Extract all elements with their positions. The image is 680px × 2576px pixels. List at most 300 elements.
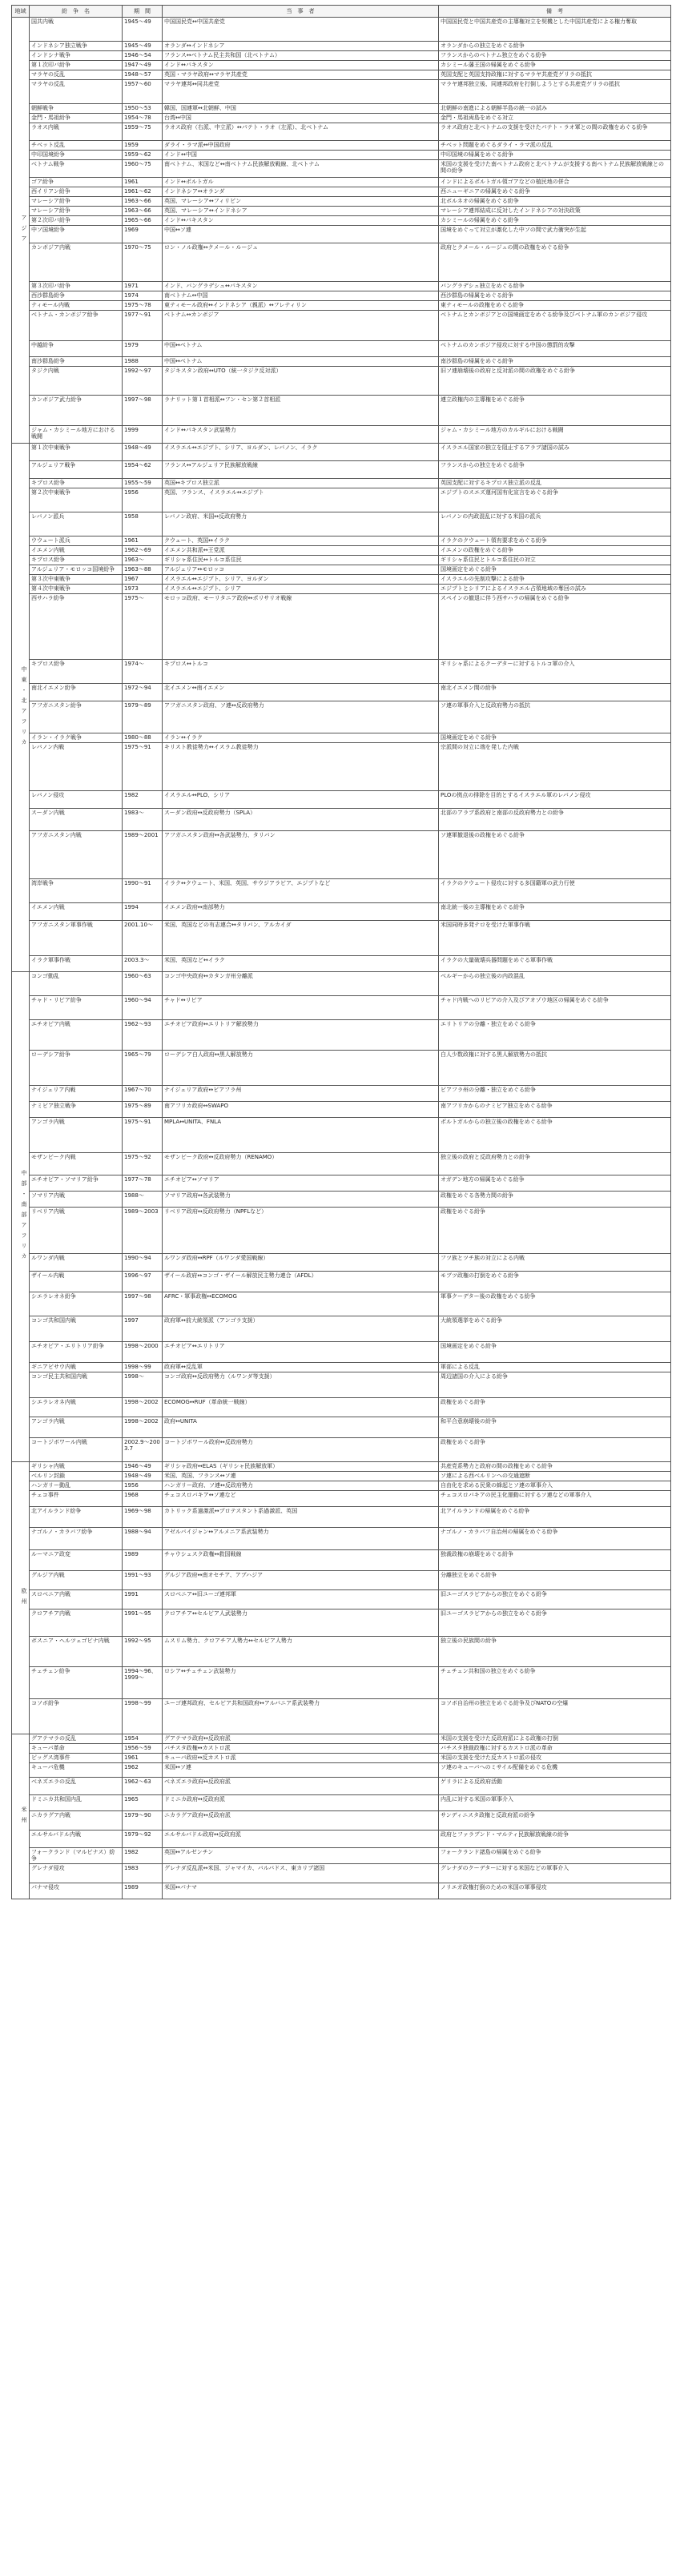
remarks-cell: カシミール藩王国の帰属をめぐる紛争 [439, 61, 671, 70]
parties-cell: イエメン共和派↔王党派 [163, 546, 439, 556]
parties-cell: カトリック系過激派↔プロテスタント系過激派、英国 [163, 1507, 439, 1528]
remarks-cell: モブツ政権の打倒をめぐる紛争 [439, 1272, 671, 1292]
remarks-cell: コソボ自治州の独立をめぐる紛争及びNATOの空爆 [439, 1699, 671, 1734]
period-cell: 1982 [123, 1848, 163, 1864]
parties-cell: イエメン政府↔南部勢力 [163, 903, 439, 921]
conflict-name-cell: アフガニスタン内戦 [30, 831, 123, 879]
table-row [12, 1316, 671, 1342]
remarks-cell: 軍事クーデター後の政権をめぐる紛争 [439, 1292, 671, 1316]
parties-cell: インド、バングラデシュ↔パキスタン [163, 282, 439, 291]
conflict-name-cell: 西サハラ紛争 [30, 594, 123, 660]
parties-cell: インド↔ポルトガル [163, 178, 439, 187]
remarks-cell: 中国国民党と中国共産党の主導権対立を契機とした中国共産党による権力奪取 [439, 18, 671, 42]
remarks-cell: 政権をめぐる紛争 [439, 1438, 671, 1462]
conflict-name-cell: イエメン内戦 [30, 903, 123, 921]
table-row [12, 1811, 671, 1831]
remarks-cell: 米国の支援を受けた反カストロ派の侵攻 [439, 1754, 671, 1763]
parties-cell: 米国、英国などの有志連合↔タリバン、アルカイダ [163, 921, 439, 956]
period-cell: 1959〜75 [123, 123, 163, 141]
remarks-cell: イラクの大量破壊兵器問題をめぐる軍事作戦 [439, 956, 671, 972]
remarks-cell: 白人少数政権に対する黒人解放勢力の抵抗 [439, 1051, 671, 1086]
parties-cell: チャウシェスク政権↔救国戦線 [163, 1550, 439, 1571]
conflict-name-cell: アンゴラ内戦 [30, 1118, 123, 1153]
table-row [12, 701, 671, 733]
conflict-name-cell: キューバ革命 [30, 1744, 123, 1754]
remarks-cell: バングラデシュ独立をめぐる紛争 [439, 282, 671, 291]
conflict-name-cell: ニカラグア内戦 [30, 1811, 123, 1831]
parties-cell: マラヤ連邦↔同共産党 [163, 80, 439, 104]
table-row [12, 1848, 671, 1864]
period-cell: 1962〜93 [123, 1020, 163, 1051]
parties-cell: 政府↔UNITA [163, 1417, 439, 1438]
parties-cell: ユーゴ連邦政府、セルビア共和国政府↔アルバニア系武装勢力 [163, 1699, 439, 1734]
parties-cell: ザイール政府↔コンゴ・ザイール解放民主勢力連合（AFDL） [163, 1272, 439, 1292]
conflict-name-cell: ハンガリー動乱 [30, 1481, 123, 1491]
remarks-cell: 宗派間の対立に端を発した内戦 [439, 743, 671, 791]
parties-cell: ベネズエラ政府↔反政府派 [163, 1778, 439, 1795]
conflict-name-cell: イラン・イラク戦争 [30, 733, 123, 743]
conflict-name-cell: 朝鮮戦争 [30, 104, 123, 114]
period-cell: 1980〜88 [123, 733, 163, 743]
conflict-name-cell: タジク内戦 [30, 367, 123, 396]
period-cell: 1950〜53 [123, 104, 163, 114]
table-row [12, 1609, 671, 1637]
table-row [12, 1118, 671, 1153]
remarks-cell: PLOの拠点の排除を目的とするイスラエル軍のレバノン侵攻 [439, 791, 671, 809]
parties-cell: MPLA↔UNITA、FNLA [163, 1118, 439, 1153]
period-cell: 1963〜66 [123, 197, 163, 207]
period-cell: 1998〜2002 [123, 1417, 163, 1438]
table-row [12, 1472, 671, 1481]
period-cell: 1946〜54 [123, 51, 163, 61]
remarks-header: 備 考 [439, 6, 671, 18]
conflict-name-cell: アンゴラ内戦 [30, 1417, 123, 1438]
table-row [12, 291, 671, 301]
remarks-cell: 連立政権内の主導権をめぐる紛争 [439, 396, 671, 426]
parties-cell: 北イエメン↔南イエメン [163, 684, 439, 701]
table-row [12, 1175, 671, 1192]
table-row [12, 1571, 671, 1590]
table-row [12, 197, 671, 207]
table-row [12, 1754, 671, 1763]
remarks-cell: ソ連による西ベルリンへの交通遮断 [439, 1472, 671, 1481]
parties-cell: イラク↔クウェート、米国、英国、サウジアラビア、エジプトなど [163, 879, 439, 903]
conflict-name-cell: ジャム・カシミール地方における戦闘 [30, 426, 123, 444]
conflict-name-cell: カンボジア武力紛争 [30, 396, 123, 426]
remarks-cell: フランスからのベトナム独立をめぐる紛争 [439, 51, 671, 61]
remarks-cell: 北部のアラブ系政府と南部の反政府勢力との紛争 [439, 809, 671, 831]
conflict-name-cell: ベルリン封鎖 [30, 1472, 123, 1481]
parties-cell: ロン・ノル政権↔クメール・ルージュ [163, 243, 439, 282]
period-cell: 1975〜92 [123, 1153, 163, 1175]
parties-cell: ロシア↔チェチェン武装勢力 [163, 1667, 439, 1699]
conflict-name-cell: マラヤの反乱 [30, 70, 123, 80]
parties-cell: エチオピア↔ソマリア [163, 1175, 439, 1192]
remarks-cell: 政権をめぐる紛争 [439, 1398, 671, 1417]
remarks-cell: オランダからの独立をめぐる紛争 [439, 42, 671, 51]
period-cell: 1961 [123, 178, 163, 187]
parties-cell: アフガニスタン政府↔各武装勢力、タリバン [163, 831, 439, 879]
table-row [12, 70, 671, 80]
remarks-cell: チェチェン共和国の独立をめぐる紛争 [439, 1667, 671, 1699]
remarks-cell: ギリシャ系によるクーデターに対するトルコ軍の介入 [439, 660, 671, 684]
table-row [12, 1744, 671, 1754]
table-row [12, 114, 671, 123]
conflict-name-cell: スーダン内戦 [30, 809, 123, 831]
parties-cell: キリスト教徒勢力↔イスラム教徒勢力 [163, 743, 439, 791]
table-row [12, 956, 671, 972]
parties-cell: 英国、マレーシア↔フィリピン [163, 197, 439, 207]
table-row [12, 1398, 671, 1417]
conflict-name-cell: アルジェリア・モロッコ国境紛争 [30, 565, 123, 575]
conflict-name-cell: グレナダ侵攻 [30, 1864, 123, 1883]
remarks-cell: 北ボルネオの帰属をめぐる紛争 [439, 197, 671, 207]
remarks-cell: 内乱に対する米国の軍事介入 [439, 1795, 671, 1811]
period-header: 期 間 [123, 6, 163, 18]
period-cell: 1961 [123, 536, 163, 546]
conflict-name-cell: 第４次中東戦争 [30, 585, 123, 594]
conflict-name-cell: ティモール内戦 [30, 301, 123, 311]
period-cell: 1992〜97 [123, 367, 163, 396]
parties-cell: スーダン政府↔反政府勢力（SPLA） [163, 809, 439, 831]
conflict-name-cell: アフガニスタン軍事作戦 [30, 921, 123, 956]
period-cell: 2001.10〜 [123, 921, 163, 956]
parties-cell: コンゴ中央政府↔カタンガ州分離派 [163, 972, 439, 996]
parties-cell: イスラエル↔エジプト、シリア、ヨルダン [163, 575, 439, 585]
parties-cell: ギリシャ政府↔ELAS（ギリシャ民族解放軍） [163, 1462, 439, 1472]
table-row [12, 1153, 671, 1175]
period-cell: 1960〜63 [123, 972, 163, 996]
table-row [12, 1795, 671, 1811]
conflict-name-cell: ソマリア内戦 [30, 1192, 123, 1208]
conflict-name-cell: エルサルバドル内戦 [30, 1831, 123, 1848]
table-row [12, 1438, 671, 1462]
table-row [12, 367, 671, 396]
period-cell: 1989〜2003 [123, 1208, 163, 1254]
table-row [12, 594, 671, 660]
period-cell: 1990〜91 [123, 879, 163, 903]
remarks-cell: 国境画定をめぐる紛争 [439, 1342, 671, 1363]
table-row [12, 1734, 671, 1744]
remarks-cell: マラヤ連邦独立後、同連邦政府を打倒しようとする共産党ゲリラの抵抗 [439, 80, 671, 104]
remarks-cell: 分離独立をめぐる紛争 [439, 1571, 671, 1590]
remarks-cell: 北アイルランドの帰属をめぐる紛争 [439, 1507, 671, 1528]
period-cell: 1991〜95 [123, 1609, 163, 1637]
conflict-name-cell: ゴア紛争 [30, 178, 123, 187]
conflict-name-cell: ベトナム戦争 [30, 160, 123, 178]
parties-cell: ドミニカ政府↔反政府派 [163, 1795, 439, 1811]
period-cell: 1955〜59 [123, 479, 163, 488]
parties-cell: ナイジェリア政府↔ビアフラ州 [163, 1086, 439, 1102]
conflict-name-cell: アルジェリア戦争 [30, 461, 123, 479]
remarks-cell: ゲリラによる反政府活動 [439, 1778, 671, 1795]
parties-cell: キューバ政府↔反カストロ派 [163, 1754, 439, 1763]
table-row [12, 1528, 671, 1550]
conflict-name-cell: 湾岸戦争 [30, 879, 123, 903]
region-header: 地域 [12, 6, 30, 18]
period-cell: 1946〜49 [123, 1462, 163, 1472]
conflict-name-cell: アフガニスタン紛争 [30, 701, 123, 733]
period-cell: 2003.3〜 [123, 956, 163, 972]
table-row [12, 51, 671, 61]
remarks-cell: ソ連の軍事介入と反政府勢力の抵抗 [439, 701, 671, 733]
parties-cell: ECOMOG↔RUF（革命統一戦線） [163, 1398, 439, 1417]
table-row [12, 1342, 671, 1363]
parties-cell: 英国↔キプロス独立派 [163, 479, 439, 488]
conflict-name-cell: マレーシア紛争 [30, 207, 123, 216]
remarks-cell: 中印国境の帰属をめぐる紛争 [439, 151, 671, 160]
parties-cell: インドネシア↔オランダ [163, 187, 439, 197]
conflict-name-cell: 中越紛争 [30, 341, 123, 357]
remarks-cell: グレナダのクーデターに対する米国などの軍事介入 [439, 1864, 671, 1883]
parties-cell: グアテマラ政府↔反政府派 [163, 1734, 439, 1744]
region-cell: 中東・北アフリカ [12, 444, 30, 972]
period-cell: 1998〜 [123, 1372, 163, 1398]
table-row [12, 1667, 671, 1699]
remarks-cell: 国境をめぐって対立が激化した中ソの間で武力衝突が生起 [439, 226, 671, 243]
remarks-cell: オガデン地方の帰属をめぐる紛争 [439, 1175, 671, 1192]
region-cell: アジア [12, 18, 30, 444]
remarks-cell: サンディニスタ政権と反政府派の紛争 [439, 1811, 671, 1831]
parties-cell: フランス↔アルジェリア民族解放戦線 [163, 461, 439, 479]
parties-cell: 米国、英国、フランス↔ソ連 [163, 1472, 439, 1481]
conflict-name-cell: マラヤの反乱 [30, 80, 123, 104]
remarks-cell: 東ティモールの政権をめぐる紛争 [439, 301, 671, 311]
parties-cell: キプロス↔トルコ [163, 660, 439, 684]
table-row [12, 1292, 671, 1316]
parties-cell: エチオピア政府↔エリトリア解放勢力 [163, 1020, 439, 1051]
period-cell: 1990〜94 [123, 1254, 163, 1272]
period-cell: 1998〜99 [123, 1363, 163, 1372]
period-cell: 1965 [123, 1795, 163, 1811]
period-cell: 1965〜66 [123, 216, 163, 226]
table-header-row [12, 6, 671, 18]
remarks-cell: ラオス政府と北ベトナムの支援を受けたパテト・ラオ軍との間の政権をめぐる紛争 [439, 123, 671, 141]
table-row [12, 1778, 671, 1795]
parties-cell: エルサルバドル政府↔反政府派 [163, 1831, 439, 1848]
remarks-cell: 旧ユーゴスラビアからの独立をめぐる紛争 [439, 1609, 671, 1637]
table-row [12, 61, 671, 70]
period-cell: 1974 [123, 291, 163, 301]
table-row [12, 1462, 671, 1472]
remarks-cell: イラクのクウェート侵攻に対する多国籍軍の武力行使 [439, 879, 671, 903]
conflict-name-cell: コソボ紛争 [30, 1699, 123, 1734]
remarks-cell: イスラエルの先制攻撃による紛争 [439, 575, 671, 585]
remarks-cell: ポルトガルからの独立後の政権をめぐる紛争 [439, 1118, 671, 1153]
parties-cell: イスラエル↔PLO、シリア [163, 791, 439, 809]
conflict-name-cell: スロベニア内戦 [30, 1590, 123, 1609]
period-cell: 1968 [123, 1491, 163, 1507]
conflict-name-cell: マレーシア紛争 [30, 197, 123, 207]
table-row [12, 357, 671, 367]
parties-cell: レバノン政府、米国↔反政府勢力 [163, 512, 439, 536]
remarks-cell: ソ連軍撤退後の政権をめぐる紛争 [439, 831, 671, 879]
remarks-cell: 自由化を求める民衆の蜂起とソ連の軍事介入 [439, 1481, 671, 1491]
remarks-cell: 金門・馬祖両島をめぐる対立 [439, 114, 671, 123]
conflict-name-cell: 西イリアン紛争 [30, 187, 123, 197]
table-row [12, 426, 671, 444]
remarks-cell: 西ニューギニアの帰属をめぐる紛争 [439, 187, 671, 197]
conflict-name-cell: ベトナム・カンボジア紛争 [30, 311, 123, 341]
table-row [12, 187, 671, 197]
table-row [12, 341, 671, 357]
parties-cell: インド↔パキスタン武装勢力 [163, 426, 439, 444]
parties-cell: チェコスロバキア↔ソ連など [163, 1491, 439, 1507]
table-row [12, 396, 671, 426]
conflict-name-cell: コートジボワール内戦 [30, 1438, 123, 1462]
table-row [12, 1192, 671, 1208]
conflict-name-cell: キューバ危機 [30, 1763, 123, 1778]
period-cell: 1979〜92 [123, 1831, 163, 1848]
parties-cell: ソマリア政府↔各武装勢力 [163, 1192, 439, 1208]
parties-cell: スロベニア↔旧ユーゴ連邦軍 [163, 1590, 439, 1609]
conflict-name-cell: チャド・リビア紛争 [30, 996, 123, 1020]
conflict-name-cell: 金門・馬祖紛争 [30, 114, 123, 123]
conflict-name-cell: コンゴ動乱 [30, 972, 123, 996]
table-row [12, 444, 671, 461]
remarks-cell: チャド内戦へのリビアの介入及びアオゾウ地区の帰属をめぐる紛争 [439, 996, 671, 1020]
period-cell: 1962〜69 [123, 546, 163, 556]
conflict-name-cell: 中ソ国境紛争 [30, 226, 123, 243]
period-cell: 1974〜 [123, 660, 163, 684]
conflict-name-cell: キプロス紛争 [30, 479, 123, 488]
parties-cell: グルジア政府↔南オセチア、アブハジア [163, 1571, 439, 1590]
remarks-cell: ギリシャ系住民とトルコ系住民の対立 [439, 556, 671, 565]
table-row [12, 1590, 671, 1609]
conflict-name-cell: モザンビーク内戦 [30, 1153, 123, 1175]
parties-cell: ローデシア白人政府↔黒人解放勢力 [163, 1051, 439, 1086]
remarks-cell: エジプトのスエズ運河国有化宣言をめぐる紛争 [439, 488, 671, 512]
table-row [12, 903, 671, 921]
period-cell: 1956 [123, 1481, 163, 1491]
remarks-cell: 旧ソ連崩壊後の政府と反対派の間の政権をめぐる紛争 [439, 367, 671, 396]
table-row [12, 1363, 671, 1372]
parties-cell: 南ベトナム、米国など↔南ベトナム民族解放戦線、北ベトナム [163, 160, 439, 178]
period-cell: 1959〜62 [123, 151, 163, 160]
table-row [12, 733, 671, 743]
conflict-name-header: 紛 争 名 [30, 6, 123, 18]
parties-cell: ダライ・ラマ派↔中国政府 [163, 141, 439, 151]
table-body [12, 18, 671, 1899]
table-row [12, 1417, 671, 1438]
parties-cell: コンゴ政府↔反政府勢力（ルワンダ等支援） [163, 1372, 439, 1398]
table-row [12, 1637, 671, 1667]
parties-cell: リベリア政府↔反政府勢力（NPFLなど） [163, 1208, 439, 1254]
parties-cell: 政府軍↔反乱軍 [163, 1363, 439, 1372]
period-cell: 1957〜60 [123, 80, 163, 104]
parties-cell: ハンガリー政府、ソ連↔反政府勢力 [163, 1481, 439, 1491]
conflict-table-sheet [11, 5, 670, 1899]
period-cell: 2002.9〜2003.7 [123, 1438, 163, 1462]
conflict-name-cell: インドシナ戦争 [30, 51, 123, 61]
period-cell: 1998〜99 [123, 1699, 163, 1734]
parties-cell: エチオピア↔エリトリア [163, 1342, 439, 1363]
table-row [12, 546, 671, 556]
conflict-name-cell: パナマ侵攻 [30, 1883, 123, 1899]
remarks-cell: ソ連のキューバへのミサイル配備をめぐる危機 [439, 1763, 671, 1778]
table-row [12, 831, 671, 879]
conflict-name-cell: エチオピア・ソマリア紛争 [30, 1175, 123, 1192]
table-row [12, 585, 671, 594]
remarks-cell: 国境画定をめぐる紛争 [439, 565, 671, 575]
conflict-name-cell: 国共内戦 [30, 18, 123, 42]
parties-cell: 南アフリカ政府↔SWAPO [163, 1102, 439, 1118]
table-row [12, 660, 671, 684]
table-row [12, 575, 671, 585]
period-cell: 1975〜89 [123, 1102, 163, 1118]
period-cell: 1967 [123, 575, 163, 585]
period-cell: 1969 [123, 226, 163, 243]
remarks-cell: 英国支配と英国支持政権に対するマラヤ共産党ゲリラの抵抗 [439, 70, 671, 80]
period-cell: 1998〜2000 [123, 1342, 163, 1363]
conflict-name-cell: エチオピア内戦 [30, 1020, 123, 1051]
remarks-cell: 和平合意崩壊後の紛争 [439, 1417, 671, 1438]
remarks-cell: 国境画定をめぐる紛争 [439, 733, 671, 743]
conflict-name-cell: レバノン侵攻 [30, 791, 123, 809]
remarks-cell: 政権をめぐる紛争 [439, 1208, 671, 1254]
parties-cell: ラオス政府（右派、中立派）↔パテト・ラオ（左派）、北ベトナム [163, 123, 439, 141]
period-cell: 1989 [123, 1883, 163, 1899]
parties-cell: 中国↔ベトナム [163, 341, 439, 357]
parties-cell: モザンビーク政府↔反政府勢力（RENAMO） [163, 1153, 439, 1175]
conflict-name-cell: コンゴ民主共和国内戦 [30, 1372, 123, 1398]
period-cell: 1965〜79 [123, 1051, 163, 1086]
remarks-cell: イラクのクウェート領有要求をめぐる紛争 [439, 536, 671, 546]
period-cell: 1945〜49 [123, 42, 163, 51]
parties-cell: 中国↔ベトナム [163, 357, 439, 367]
conflict-name-cell: 中印国境紛争 [30, 151, 123, 160]
conflict-name-cell: 第１次印パ紛争 [30, 61, 123, 70]
table-row [12, 1864, 671, 1883]
remarks-cell: ジャム・カシミール地方のカルギルにおける戦闘 [439, 426, 671, 444]
conflict-name-cell: イラク軍事作戦 [30, 956, 123, 972]
table-row [12, 160, 671, 178]
table-row [12, 151, 671, 160]
period-cell: 1979〜90 [123, 1811, 163, 1831]
conflict-name-cell: ルワンダ内戦 [30, 1254, 123, 1272]
parties-cell: 中国国民党↔中国共産党 [163, 18, 439, 42]
conflict-name-cell: ウウェート派兵 [30, 536, 123, 546]
period-cell: 1967〜70 [123, 1086, 163, 1102]
period-cell: 1988〜 [123, 1192, 163, 1208]
remarks-cell: チベット問題をめぐるダライ・ラマ派の反乱 [439, 141, 671, 151]
remarks-cell: ビアフラ州の分離・独立をめぐる紛争 [439, 1086, 671, 1102]
period-cell: 1992〜95 [123, 1637, 163, 1667]
parties-cell: インド↔パキスタン [163, 216, 439, 226]
period-cell: 1979〜89 [123, 701, 163, 733]
parties-cell: 中国↔ソ連 [163, 226, 439, 243]
period-cell: 1996〜97 [123, 1272, 163, 1292]
period-cell: 1991〜93 [123, 1571, 163, 1590]
conflict-name-cell: キプロス紛争 [30, 660, 123, 684]
period-cell: 1962〜63 [123, 1778, 163, 1795]
remarks-cell: 軍部による反乱 [439, 1363, 671, 1372]
period-cell: 1956〜59 [123, 1744, 163, 1754]
parties-cell: 政府軍↔前大統領派（アンゴラ支援） [163, 1316, 439, 1342]
conflict-name-cell: クロアチア内戦 [30, 1609, 123, 1637]
remarks-cell: マレーシア連邦結成に反対したインドネシアの対決政策 [439, 207, 671, 216]
conflict-name-cell: ナミビア独立戦争 [30, 1102, 123, 1118]
remarks-cell: 英国支配に対するキプロス独立派の反乱 [439, 479, 671, 488]
remarks-cell: 周辺諸国の介入による紛争 [439, 1372, 671, 1398]
table-row [12, 809, 671, 831]
parties-cell: ベトナム↔カンボジア [163, 311, 439, 341]
period-cell: 1977〜91 [123, 311, 163, 341]
remarks-cell: スペインの撤退に伴う西サハラの帰属をめぐる紛争 [439, 594, 671, 660]
table-row [12, 178, 671, 187]
remarks-cell: 北朝鮮の南進による朝鮮半島の統一の試み [439, 104, 671, 114]
table-row [12, 80, 671, 104]
